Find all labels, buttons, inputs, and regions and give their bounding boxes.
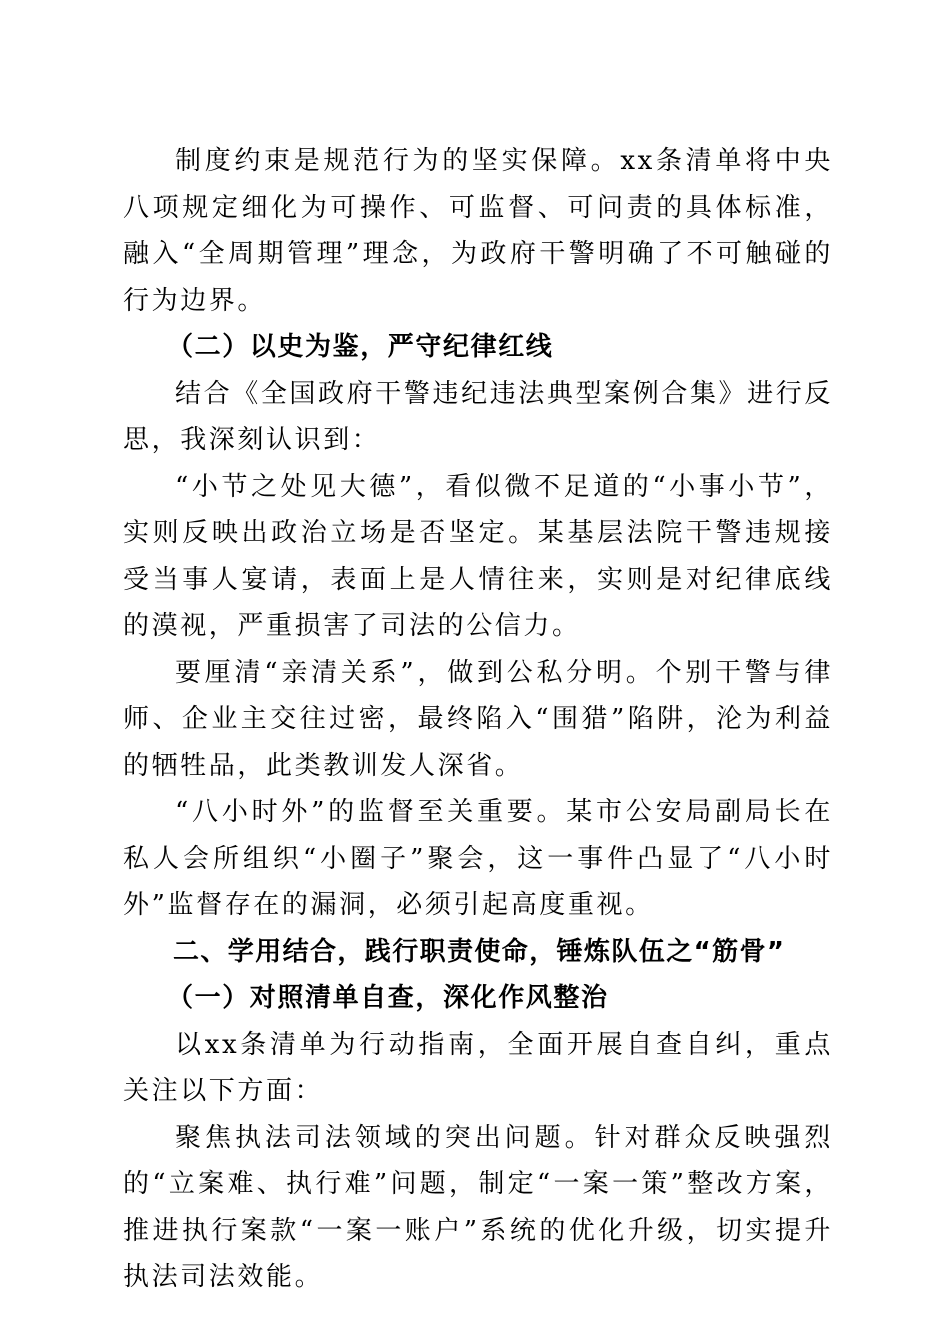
subheading-history-lesson: （二）以史为鉴，严守纪律红线 bbox=[167, 332, 554, 362]
paragraph-system-constraint: 制度约束是规范行为的坚实保障。xx条清单将中央八项规定细化为可操作、可监督、可问责的具体标准，融入“全周期管理”理念，为政府干警明确了不可触碰的行为边界。 bbox=[123, 146, 833, 316]
paragraph-clean-relations: 要厘清“亲清关系”，做到公私分明。个别干警与律师、企业主交往过密，最终陷入“围猎”陷阱，沦为利益的牺牲品，此类教训发人深省。 bbox=[123, 657, 833, 781]
paragraph-after-hours: “八小时外”的监督至关重要。某市公安局副局长在私人会所组织“小圈子”聚会，这一事件凸显了“八小时外”监督存在的漏洞，必须引起高度重视。 bbox=[123, 797, 833, 920]
paragraph-small-matters: “小节之处见大德”，看似微不足道的“小事小节”，实则反映出政治立场是否坚定。某基层法院干警违规接受当事人宴请，表面上是人情往来，实则是对纪律底线的漠视，严重损害了司法的公信力。 bbox=[123, 471, 833, 641]
subheading-self-check: （一）对照清单自查，深化作风整治 bbox=[167, 983, 609, 1013]
paragraph-case-reflection: 结合《全国政府干警违纪违法典型案例合集》进行反思，我深刻认识到： bbox=[123, 378, 833, 455]
section-heading-two: 二、学用结合，践行职责使命，锤炼队伍之“筋骨” bbox=[173, 936, 786, 967]
paragraph-action-guide: 以xx条清单为行动指南，全面开展自查自纠，重点关注以下方面： bbox=[123, 1029, 833, 1106]
document-body bbox=[123, 138, 833, 1301]
paragraph-enforcement-focus: 聚焦执法司法领域的突出问题。针对群众反映强烈的“立案难、执行难”问题，制定“一案一策”整改方案，推进执行案款“一案一账户”系统的优化升级，切实提升执法司法效能。 bbox=[123, 1122, 833, 1292]
